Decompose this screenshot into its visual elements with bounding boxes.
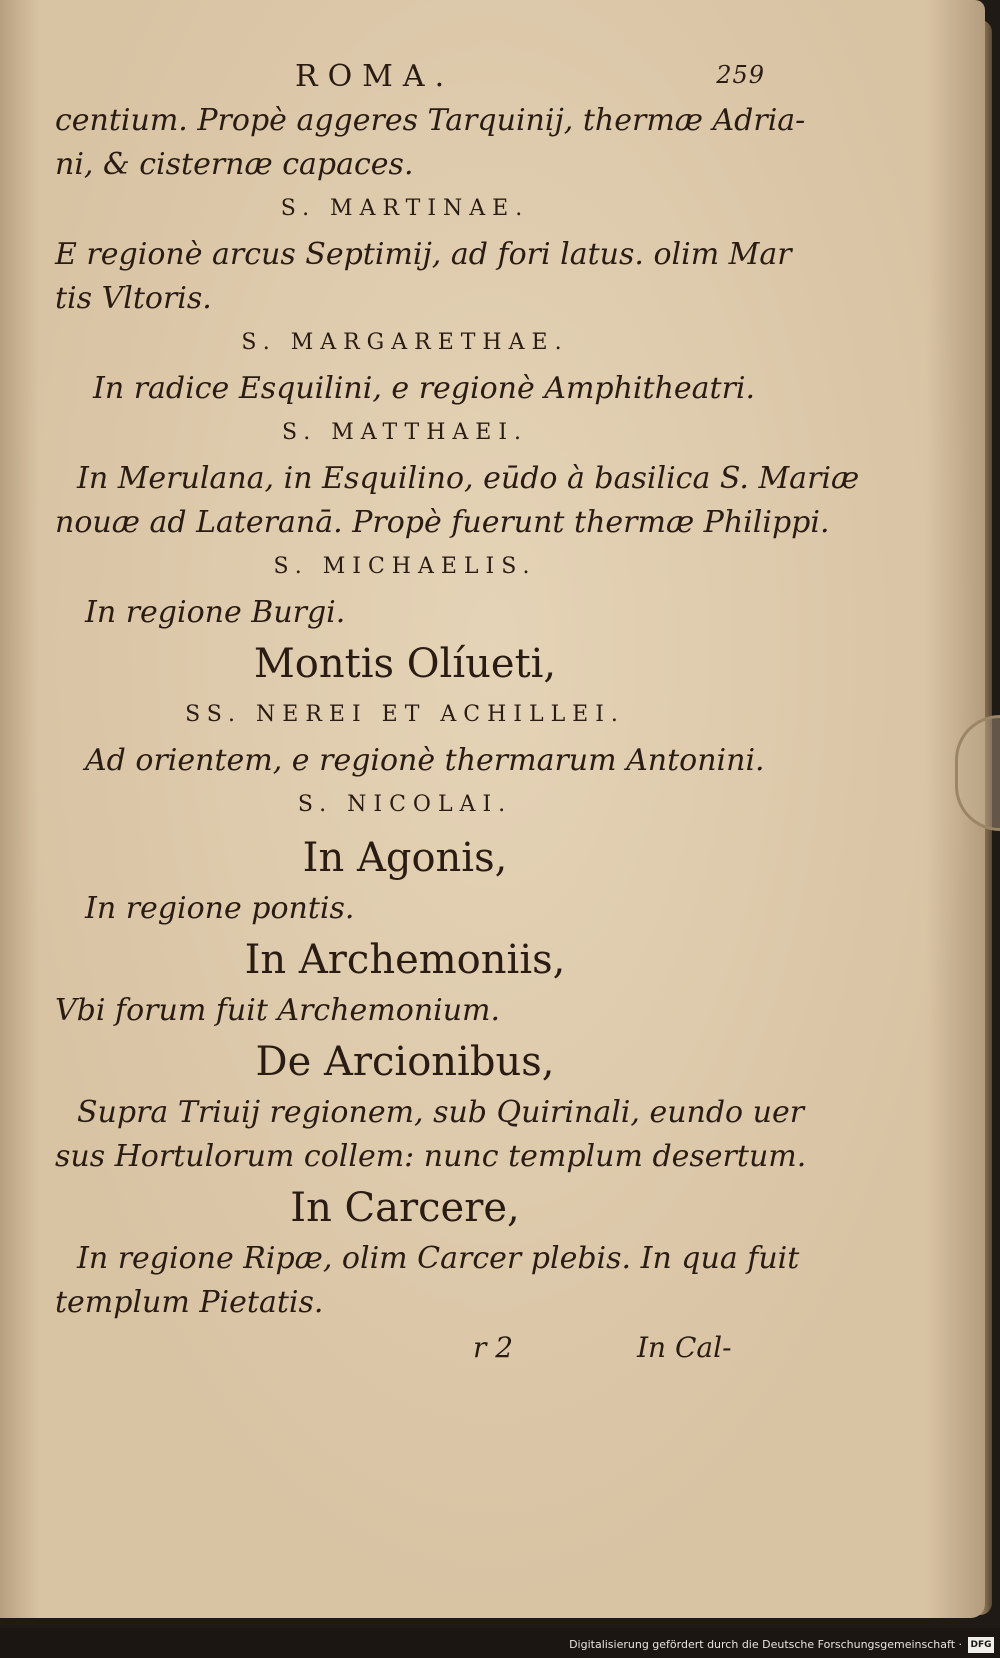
text-line: templum Pietatis.	[55, 1285, 324, 1320]
section-heading: In Carcere,	[290, 1185, 520, 1231]
text-line: E regionè arcus Septimij, ad fori latus. olim Mar	[55, 237, 792, 272]
text-line: centium. Propè aggeres Tarquinij, thermæ Adria-	[55, 103, 806, 138]
catchline	[55, 1325, 755, 1373]
text-line: In radice Esquilini, e regionè Amphitheatri.	[93, 371, 756, 406]
text-line: tis Vltoris.	[55, 281, 212, 316]
church-heading: S. MARTINAE.	[280, 196, 530, 221]
page-number: 259	[716, 61, 765, 89]
church-heading: S. MATTHAEI.	[281, 420, 529, 445]
section-heading: Montis Olíueti,	[253, 641, 557, 687]
text-line: ni, & cisternæ capaces.	[55, 147, 414, 182]
text-line: Vbi forum fuit Archemonium.	[55, 993, 501, 1028]
text-line: In regione pontis.	[85, 891, 355, 926]
church-heading: S. NICOLAI.	[297, 792, 513, 817]
section-heading: In Agonis,	[302, 835, 508, 881]
dfg-logo: DFG	[968, 1637, 994, 1653]
church-heading: S. MARGARETHAE.	[241, 330, 569, 355]
section-heading: De Arcionibus,	[255, 1039, 555, 1085]
text-line: In regione Burgi.	[85, 595, 346, 630]
church-heading: S. MICHAELIS.	[273, 554, 537, 579]
page-text	[55, 55, 860, 1373]
church-heading: SS. NEREI ET ACHILLEI.	[185, 702, 625, 727]
text-line: Ad orientem, e regionè thermarum Antonini.	[85, 743, 765, 778]
signature-mark: r 2	[473, 1331, 514, 1364]
running-title: ROMA.	[295, 59, 455, 94]
digitization-credit: Digitalisierung gefördert durch die Deutsche Forschungsgemeinschaft ·	[569, 1638, 962, 1651]
running-header	[55, 55, 765, 99]
text-line: sus Hortulorum collem: nunc templum desertum.	[55, 1139, 807, 1174]
text-line: Supra Triuij regionem, sub Quirinali, eundo uer	[77, 1095, 805, 1130]
text-line: nouæ ad Lateranā. Propè fuerunt thermæ Philippi.	[55, 505, 830, 540]
text-line: In Merulana, in Esquilino, eūdo à basilica S. Mariæ	[77, 461, 860, 496]
section-heading: In Archemoniis,	[244, 937, 566, 983]
footer-bar	[0, 1628, 1000, 1658]
text-line: In regione Ripæ, olim Carcer plebis. In qua fuit	[77, 1241, 800, 1276]
catchword: In Cal-	[637, 1331, 732, 1364]
